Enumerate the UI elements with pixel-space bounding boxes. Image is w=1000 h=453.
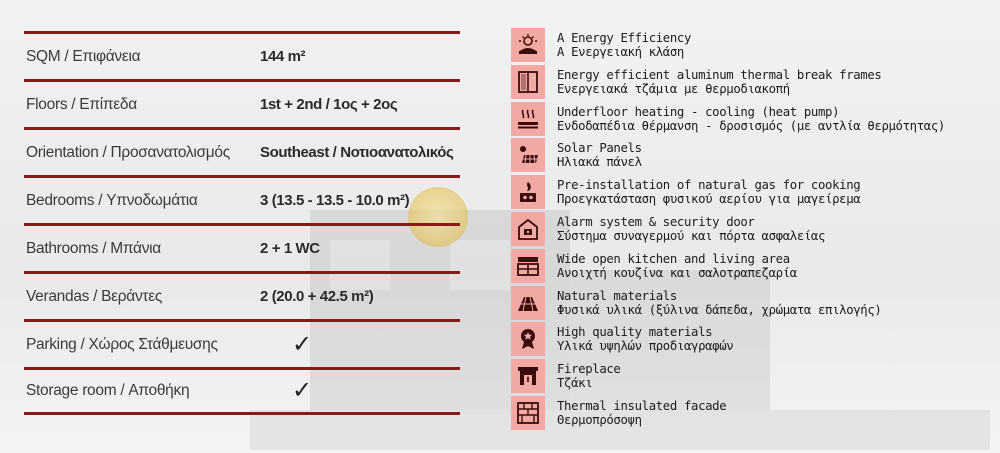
feature-item: [511, 65, 991, 102]
aluminum-frames-icon: [511, 65, 545, 99]
feature-en: Solar Panels: [557, 141, 642, 156]
spec-row-orientation: [24, 127, 460, 175]
feature-en: High quality materials: [557, 325, 713, 340]
spec-value: 2 (20.0 + 42.5 m²): [260, 288, 374, 305]
feature-item: [511, 286, 991, 323]
spec-row-verandas: [24, 271, 460, 319]
feature-el: Σύστημα συναγερμού και πόρτα ασφαλείας: [557, 228, 826, 243]
energy-efficiency-icon: [511, 28, 545, 62]
spec-row-bedrooms: [24, 175, 460, 223]
feature-en: Wide open kitchen and living area: [557, 251, 790, 266]
spec-value: Southeast / Νοτιοανατολικός: [260, 144, 454, 161]
natural-materials-icon: [511, 286, 545, 320]
spec-value: 144 m²: [260, 48, 306, 65]
spec-value: 3 (13.5 - 13.5 - 10.0 m²): [260, 192, 410, 209]
insulated-facade-icon: [511, 396, 545, 430]
spec-label: Bathrooms / Μπάνια: [26, 239, 161, 257]
check-icon: ✓: [292, 377, 313, 404]
feature-item: [511, 175, 991, 212]
spec-label: Orientation / Προσανατολισμός: [26, 143, 230, 161]
feature-en: Underfloor heating - cooling (heat pump): [557, 104, 840, 119]
open-kitchen-icon: [511, 249, 545, 283]
feature-el: A Ενεργειακή κλάση: [557, 45, 684, 59]
feature-en: Thermal insulated facade: [557, 398, 727, 413]
feature-en: Energy efficient aluminum thermal break frames: [557, 67, 882, 82]
feature-el: Ηλιακά πάνελ: [557, 155, 642, 170]
solar-panel-icon: [511, 138, 545, 172]
fireplace-icon: [511, 359, 545, 393]
feature-el: Ανοιχτή κουζίνα και σαλοτραπεζαρία: [557, 265, 797, 280]
spec-label: Parking / Χώρος Στάθμευσης: [26, 335, 218, 353]
spec-value: 1st + 2nd / 1ος + 2ος: [260, 96, 398, 113]
feature-item: [511, 359, 991, 396]
feature-item: [511, 102, 991, 139]
feature-item: [511, 396, 991, 433]
features-list: [511, 28, 991, 433]
spec-table: [24, 31, 460, 415]
feature-el: Ενεργειακά τζάμια με θερμοδιακοπή: [557, 81, 790, 96]
spec-row-parking: [24, 319, 460, 367]
spec-label: Floors / Επίπεδα: [26, 95, 137, 113]
feature-item: [511, 28, 991, 65]
spec-value: 2 + 1 WC: [260, 240, 320, 257]
spec-row-floors: [24, 79, 460, 127]
feature-item: [511, 249, 991, 286]
check-icon: ✓: [292, 330, 313, 358]
feature-item: [511, 138, 991, 175]
quality-badge-icon: [511, 322, 545, 356]
spec-row-bathrooms: [24, 223, 460, 271]
spec-label: Storage room / Αποθήκη: [26, 382, 190, 399]
gas-cooking-icon: [511, 175, 545, 209]
feature-item: [511, 322, 991, 359]
spec-label: Bedrooms / Υπνοδωμάτια: [26, 191, 198, 209]
feature-item: [511, 212, 991, 249]
underfloor-heating-icon: [511, 102, 545, 136]
feature-en: A Energy Efficiency: [557, 31, 692, 45]
feature-el: Ενδοδαπέδια θέρμανση - δροσισμός (με αντλία θερμότητας): [557, 118, 945, 133]
feature-en: Natural materials: [557, 288, 677, 303]
feature-en: Alarm system & security door: [557, 214, 755, 229]
feature-el: Προεγκατάσταση φυσικού αερίου για μαγείρεμα: [557, 192, 861, 207]
feature-el: Τζάκι: [557, 376, 593, 391]
feature-el: Υλικά υψηλών προδιαγραφών: [557, 339, 734, 354]
feature-en: Fireplace: [557, 362, 621, 377]
spec-label: SQM / Επιφάνεια: [26, 47, 141, 65]
spec-label: Verandas / Βεράντες: [26, 287, 162, 305]
spec-row-sqm: [24, 31, 460, 79]
alarm-door-icon: [511, 212, 545, 246]
spec-row-storage: [24, 367, 460, 415]
feature-en: Pre-installation of natural gas for cooking: [557, 178, 861, 193]
feature-el: Φυσικά υλικά (ξύλινα δάπεδα, χρώματα επιλογής): [557, 302, 882, 317]
feature-el: Θερμοπρόσοψη: [557, 412, 642, 427]
